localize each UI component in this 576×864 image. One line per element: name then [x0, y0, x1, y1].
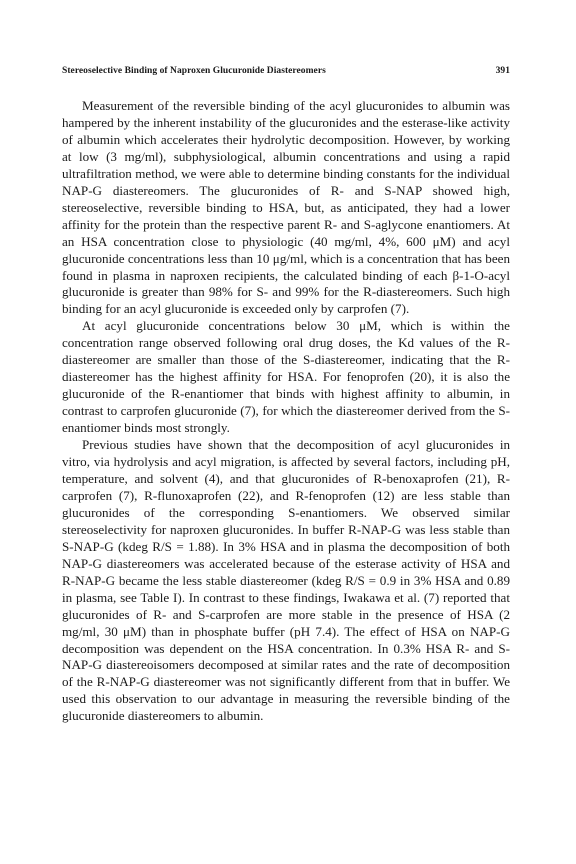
running-head — [62, 66, 510, 76]
running-title: Stereoselective Binding of Naproxen Glucuronide Diastereomers — [62, 66, 326, 76]
page-number: 391 — [495, 66, 510, 76]
body-text — [62, 98, 510, 725]
paragraph-3: Previous studies have shown that the decomposition of acyl glucuronides in vitro, via hydrolysis and acyl migration, is affected by several factors, including pH, temperature, and solvent (4), and that glucuronides of R-benoxaprofen (21), R-carprofen (7), R-flunoxaprofen (22), and R-fenoprofen (12) are less stable than glucuronides of the corresponding S-enantiomers. We observed similar stereoselectivity for naproxen glucuronides. In buffer R-NAP-G was less stable than S-NAP-G (kdeg R/S = 1.88). In 3% HSA and in plasma the decomposition of both NAP-G diastereomers was accelerated because of the esterase activity of HSA and R-NAP-G became the less stable diastereomer (kdeg R/S = 0.9 in 3% HSA and 0.89 in plasma, see Table I). In contrast to these findings, Iwakawa et al. (7) reported that glucuronides of R- and S-carprofen are more stable in the presence of HSA (2 mg/ml, 30 μM) than in phosphate buffer (pH 7.4). The effect of HSA on NAP-G decomposition was dependent on the HSA concentration. In 0.3% HSA R- and S-NAP-G diastereoisomers decomposed at similar rates and the rate of decomposition of the R-NAP-G diastereomer was not significantly different from that in buffer. We used this observation to our advantage in measuring the reversible binding of the glucuronide diastereomers to albumin. — [62, 437, 510, 724]
journal-page — [62, 66, 510, 725]
paragraph-1: Measurement of the reversible binding of the acyl glucuronides to albumin was hampered by the inherent instability of the glucuronides and the esterase-like activity of albumin which accelerates their hydrolytic decomposition. However, by working at low (3 mg/ml), subphysiological, albumin concentrations and using a rapid ultrafiltration method, we were able to determine binding constants for the individual NAP-G diastereomers. The glucuronides of R- and S-NAP showed high, stereoselective, reversible binding to HSA, but, as anticipated, they had a lower affinity for the protein than the respective parent R- and S-aglycone enantiomers. At an HSA concentration close to physiologic (40 mg/ml, 4%, 600 μM) and acyl glucuronide concentrations less than 10 μg/ml, which is a concentration that has been found in plasma in naproxen recipients, the calculated binding of each β-1-O-acyl glucuronide is greater than 98% for S- and 99% for the R-diastereomers. Such high binding for an acyl glucuronide is exceeded only by carprofen (7). — [62, 98, 510, 317]
paragraph-2: At acyl glucuronide concentrations below 30 μM, which is within the concentration range observed following oral drug doses, the Kd values of the R-diastereomer are smaller than those of the S-diastereomer, indicating that the R-diastereomer has the highest affinity for HSA. For fenoprofen (20), it is also the glucuronide of the R-enantiomer that binds with highest affinity to albumin, in contrast to carprofen glucuronide (7), for which the diastereomer derived from the S-enantiomer binds most strongly. — [62, 318, 510, 436]
